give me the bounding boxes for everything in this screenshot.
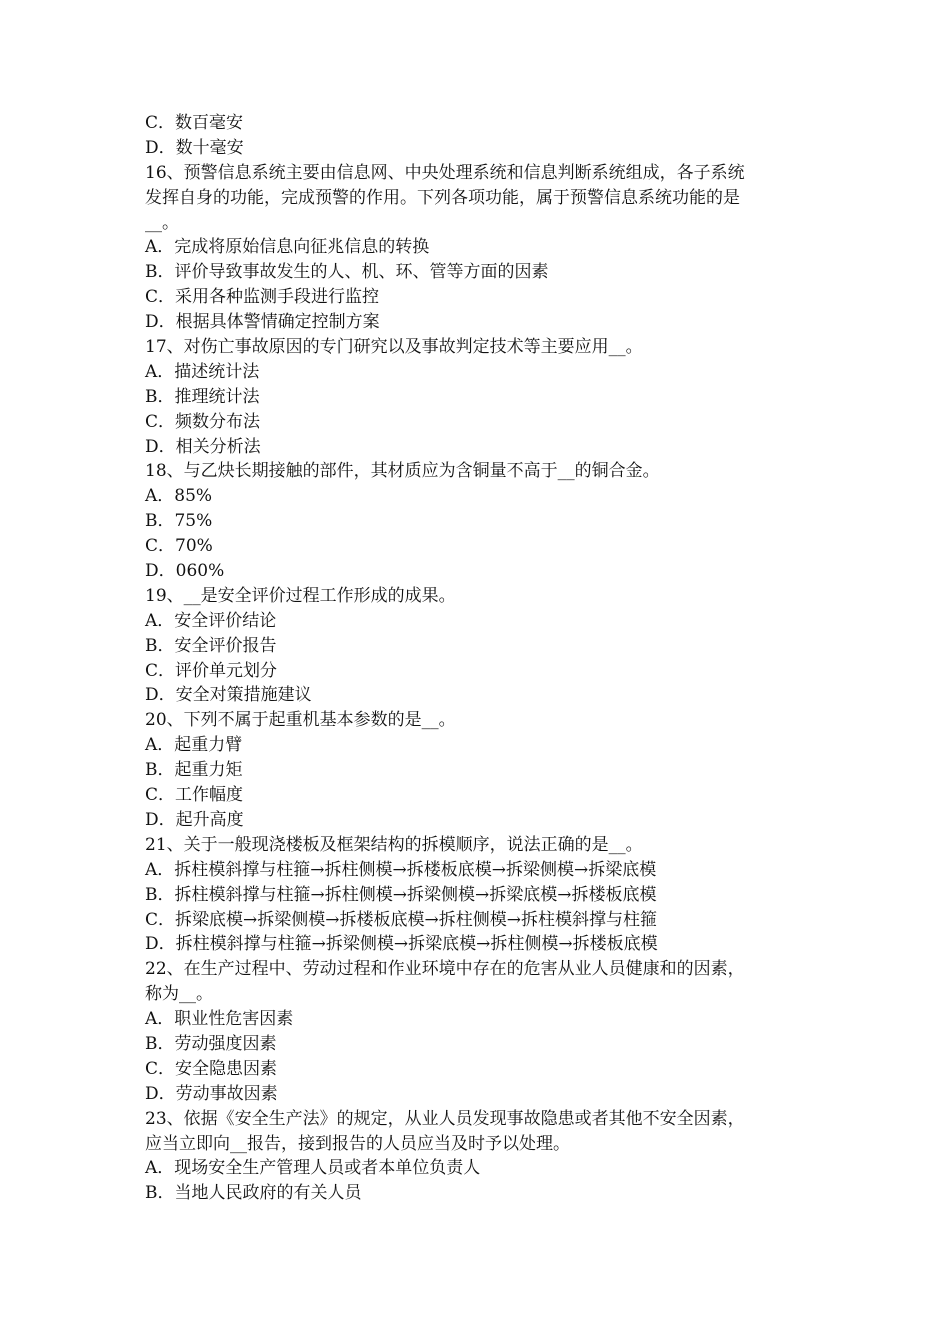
text-line: 应当立即向__报告，接到报告的人员应当及时予以处理。 bbox=[145, 1133, 570, 1154]
option-line: D．起升高度 bbox=[145, 809, 244, 830]
option-line: B．起重力矩 bbox=[145, 760, 243, 781]
option-line: A．描述统计法 bbox=[145, 361, 260, 382]
option-line: D．拆柱模斜撑与柱箍→拆梁侧模→拆梁底模→拆柱侧模→拆楼板底模 bbox=[145, 934, 658, 955]
option-line: B．当地人民政府的有关人员 bbox=[145, 1183, 362, 1204]
document-body bbox=[145, 111, 815, 1206]
text-line: 称为__。 bbox=[145, 984, 213, 1005]
option-line: A．起重力臂 bbox=[145, 735, 243, 756]
option-line: A．现场安全生产管理人员或者本单位负责人 bbox=[145, 1158, 481, 1179]
text-line: 发挥自身的功能，完成预警的作用。下列各项功能，属于预警信息系统功能的是 bbox=[145, 187, 740, 208]
option-line: C．70% bbox=[145, 536, 213, 557]
option-line: A．安全评价结论 bbox=[145, 610, 277, 631]
option-line: D．060% bbox=[145, 561, 225, 582]
option-line: B．评价导致事故发生的人、机、环、管等方面的因素 bbox=[145, 262, 549, 283]
option-line: B．安全评价报告 bbox=[145, 635, 277, 656]
option-line: D．安全对策措施建议 bbox=[145, 685, 312, 706]
question-line: 23、依据《安全生产法》的规定，从业人员发现事故隐患或者其他不安全因素， bbox=[145, 1108, 745, 1129]
option-line: B．推理统计法 bbox=[145, 386, 260, 407]
question-line: 19、__是安全评价过程工作形成的成果。 bbox=[145, 585, 456, 606]
text-line: __。 bbox=[145, 212, 179, 233]
option-line: C．工作幅度 bbox=[145, 785, 244, 806]
option-line: A．拆柱模斜撑与柱箍→拆柱侧模→拆楼板底模→拆梁侧模→拆梁底模 bbox=[145, 859, 657, 880]
option-line: D．劳动事故因素 bbox=[145, 1083, 278, 1104]
question-line: 16、预警信息系统主要由信息网、中央处理系统和信息判断系统组成，各子系统 bbox=[145, 162, 745, 183]
question-line: 22、在生产过程中、劳动过程和作业环境中存在的危害从业人员健康和的因素， bbox=[145, 959, 745, 980]
question-line: 21、关于一般现浇楼板及框架结构的拆模顺序，说法正确的是__。 bbox=[145, 834, 643, 855]
option-line: C．安全隐患因素 bbox=[145, 1058, 278, 1079]
option-line: A．完成将原始信息向征兆信息的转换 bbox=[145, 237, 430, 258]
option-line: C．频数分布法 bbox=[145, 411, 261, 432]
question-line: 18、与乙炔长期接触的部件，其材质应为含铜量不高于__的铜合金。 bbox=[145, 461, 660, 482]
option-line: D．相关分析法 bbox=[145, 436, 261, 457]
question-line: 20、下列不属于起重机基本参数的是__。 bbox=[145, 710, 456, 731]
option-line: D．根据具体警情确定控制方案 bbox=[145, 312, 380, 333]
option-line: A．85% bbox=[145, 486, 213, 507]
option-line: C．采用各种监测手段进行监控 bbox=[145, 287, 380, 308]
option-line: C．评价单元划分 bbox=[145, 660, 278, 681]
option-line: D．数十毫安 bbox=[145, 137, 244, 158]
option-line: C．数百毫安 bbox=[145, 113, 244, 133]
option-line: B．拆柱模斜撑与柱箍→拆柱侧模→拆梁侧模→拆梁底模→拆楼板底模 bbox=[145, 884, 657, 905]
option-line: B．劳动强度因素 bbox=[145, 1033, 277, 1054]
option-line: B．75% bbox=[145, 511, 213, 532]
option-line: C．拆梁底模→拆梁侧模→拆楼板底模→拆柱侧模→拆柱模斜撑与柱箍 bbox=[145, 909, 657, 930]
option-line: A．职业性危害因素 bbox=[145, 1009, 294, 1030]
question-line: 17、对伤亡事故原因的专门研究以及事故判定技术等主要应用__。 bbox=[145, 337, 643, 358]
